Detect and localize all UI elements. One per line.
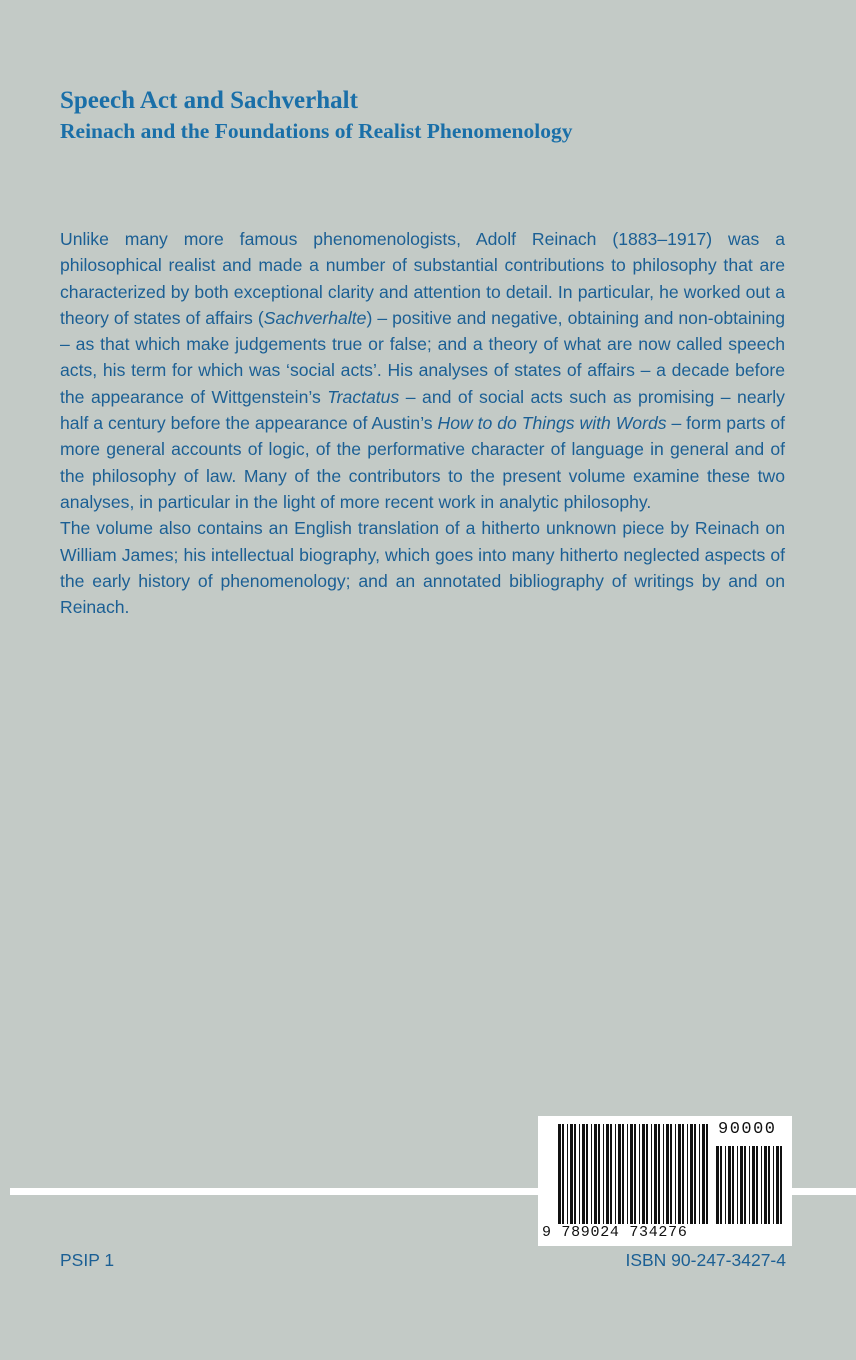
barcode-bar bbox=[603, 1124, 604, 1224]
italic-title: Tractatus bbox=[327, 386, 400, 407]
barcode-digits: 9 789024 734276 bbox=[542, 1224, 688, 1241]
barcode-bar bbox=[634, 1124, 636, 1224]
barcode-bar bbox=[558, 1124, 561, 1224]
barcode-bar bbox=[749, 1146, 750, 1224]
barcode-bar bbox=[780, 1146, 782, 1224]
barcode-bar bbox=[574, 1124, 576, 1224]
barcode-bar bbox=[567, 1124, 568, 1224]
barcode-bar bbox=[562, 1124, 564, 1224]
barcode bbox=[538, 1116, 792, 1246]
barcode-bar bbox=[678, 1124, 681, 1224]
barcode-bar bbox=[666, 1124, 669, 1224]
barcode-bar bbox=[732, 1146, 734, 1224]
text-run: – form parts of more general accounts of logic, of the performative character of language in general and of the philosophy of law. Many of the contributors to the present volume examine these two analyses, in particular in the light of more recent work in analytic philosophy. bbox=[60, 413, 785, 512]
barcode-bar bbox=[646, 1124, 648, 1224]
barcode-bar bbox=[579, 1124, 580, 1224]
barcode-bar bbox=[627, 1124, 628, 1224]
barcode-bar bbox=[675, 1124, 676, 1224]
barcode-bar bbox=[591, 1124, 592, 1224]
isbn-label: ISBN 90-247-3427-4 bbox=[625, 1250, 786, 1270]
barcode-addon-digits: 90000 bbox=[718, 1120, 777, 1139]
barcode-bar bbox=[639, 1124, 640, 1224]
barcode-bar bbox=[658, 1124, 660, 1224]
series-label: PSIP 1 bbox=[60, 1250, 115, 1270]
barcode-bar bbox=[654, 1124, 657, 1224]
blurb bbox=[60, 226, 785, 620]
barcode-bar bbox=[618, 1124, 621, 1224]
barcode-bar bbox=[756, 1146, 758, 1224]
barcode-bar bbox=[687, 1124, 688, 1224]
barcode-bar bbox=[706, 1124, 708, 1224]
barcode-bar bbox=[737, 1146, 738, 1224]
barcode-bar bbox=[594, 1124, 597, 1224]
barcode-bar bbox=[702, 1124, 705, 1224]
barcode-bars bbox=[558, 1124, 710, 1224]
barcode-bar bbox=[694, 1124, 696, 1224]
blurb-paragraph-1 bbox=[60, 226, 785, 515]
barcode-bar bbox=[663, 1124, 664, 1224]
barcode-bar bbox=[615, 1124, 616, 1224]
italic-title: Sachverhalte bbox=[263, 307, 367, 328]
barcode-bar bbox=[570, 1124, 573, 1224]
barcode-bar bbox=[586, 1124, 588, 1224]
book-subtitle: Reinach and the Foundations of Realist Phenomenology bbox=[60, 119, 573, 143]
barcode-bar bbox=[716, 1146, 719, 1224]
barcode-bar bbox=[610, 1124, 612, 1224]
barcode-bar bbox=[622, 1124, 624, 1224]
barcode-bar bbox=[725, 1146, 726, 1224]
barcode-bar bbox=[642, 1124, 645, 1224]
barcode-bar bbox=[752, 1146, 755, 1224]
title-block bbox=[60, 86, 820, 146]
barcode-bar bbox=[598, 1124, 600, 1224]
text-run: ) – positive and negative, obtaining and non-obtaining – as that which make judgements true or false; and a theory of what are now called speech acts, his term for which was ‘social acts’. His analyses of states of affairs – a decade before the appearance of Wittgenstein’s bbox=[60, 307, 786, 407]
barcode-bar bbox=[761, 1146, 762, 1224]
barcode-bar bbox=[720, 1146, 722, 1224]
barcode-bar bbox=[744, 1146, 746, 1224]
barcode-bar bbox=[764, 1146, 767, 1224]
italic-title: How to do Things with Words bbox=[437, 413, 667, 434]
barcode-bar bbox=[728, 1146, 731, 1224]
barcode-bar bbox=[582, 1124, 585, 1224]
barcode-bar bbox=[630, 1124, 633, 1224]
barcode-bar bbox=[690, 1124, 693, 1224]
text-run: – and of social acts such as promising – nearly half a century before the appearance of Austin’s bbox=[60, 386, 785, 434]
blurb-paragraph-2: The volume also contains an English translation of a hitherto unknown piece by Reinach on William James; his intellectual biography, which goes into many hitherto neglected aspects of the early history of phenomenology; and an annotated bibliography of writings by and on Reinach. bbox=[60, 518, 785, 618]
barcode-bar bbox=[606, 1124, 609, 1224]
barcode-bar bbox=[699, 1124, 700, 1224]
barcode-bar bbox=[670, 1124, 672, 1224]
barcode-bar bbox=[651, 1124, 652, 1224]
book-title: Speech Act and Sachverhalt bbox=[60, 87, 358, 114]
barcode-bar bbox=[768, 1146, 770, 1224]
barcode-bar bbox=[740, 1146, 743, 1224]
barcode-bar bbox=[773, 1146, 774, 1224]
barcode-bar bbox=[776, 1146, 779, 1224]
text-run: Unlike many more famous phenomenologists, Adolf Reinach (1883–1917) was a philosophical realist and made a number of substantial contributions to philosophy that are characterized by both exceptional clarity and attention to detail. In particular, he worked out a theory of states of affairs ( bbox=[60, 229, 785, 328]
barcode-bar bbox=[682, 1124, 684, 1224]
barcode-addon-bars bbox=[716, 1146, 786, 1224]
